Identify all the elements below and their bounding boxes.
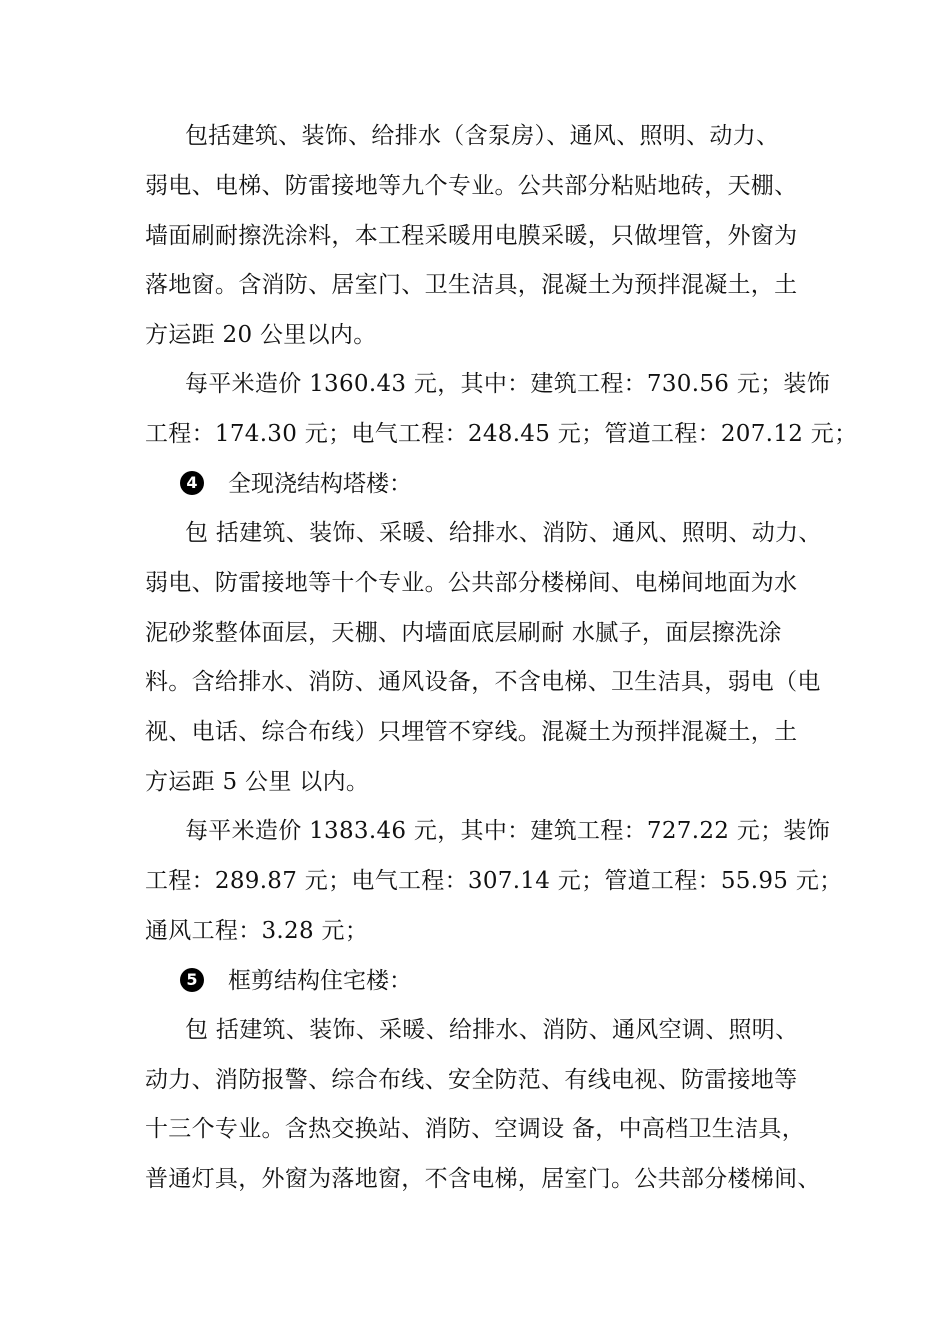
section-heading-4 [180,469,412,499]
price-line: 通风工程：3.28 元； [145,918,369,944]
price-line: 工程：174.30 元；电气工程：248.45 元；管道工程：207.12 元； [145,421,858,447]
paragraph-line: 包括建筑、装饰、给排水（含泵房）、通风、照明、动力、 [185,123,780,149]
circled-number-4-icon: 4 [180,471,204,495]
paragraph-line: 方运距 5 公里 以内。 [145,769,370,795]
paragraph-line: 弱电、电梯、防雷接地等九个专业。公共部分粘贴地砖，天棚、 [145,173,798,199]
section-heading-text: 框剪结构住宅楼： [228,968,412,994]
paragraph-line: 视、电话、综合布线）只埋管不穿线。混凝土为预拌混凝土，土 [145,719,798,745]
section-heading-5 [180,966,412,996]
section-heading-text: 全现浇结构塔楼： [228,471,412,497]
paragraph-line: 泥砂浆整体面层，天棚、内墙面底层刷耐 水腻子，面层擦洗涂 [145,620,782,646]
paragraph-line: 弱电、防雷接地等十个专业。公共部分楼梯间、电梯间地面为水 [145,570,798,596]
price-line: 每平米造价 1360.43 元，其中：建筑工程：730.56 元；装饰 [185,371,831,397]
circled-number-5-icon: 5 [180,968,204,992]
price-line: 每平米造价 1383.46 元，其中：建筑工程：727.22 元；装饰 [185,818,831,844]
price-line: 工程：289.87 元；电气工程：307.14 元；管道工程：55.95 元； [145,868,843,894]
paragraph-line: 方运距 20 公里以内。 [145,322,377,348]
paragraph-line: 普通灯具，外窗为落地窗，不含电梯，居室门。公共部分楼梯间、 [145,1166,821,1192]
paragraph-line: 包 括建筑、装饰、采暖、给排水、消防、通风空调、照明、 [185,1017,799,1043]
paragraph-line: 料。含给排水、消防、通风设备，不含电梯、卫生洁具，弱电（电 [145,669,821,695]
paragraph-line: 十三个专业。含热交换站、消防、空调设 备，中高档卫生洁具， [145,1116,806,1142]
paragraph-line: 落地窗。含消防、居室门、卫生洁具，混凝土为预拌混凝土，土 [145,272,798,298]
paragraph-line: 包 括建筑、装饰、采暖、给排水、消防、通风、照明、动力、 [185,520,822,546]
paragraph-line: 动力、消防报警、综合布线、安全防范、有线电视、防雷接地等 [145,1067,798,1093]
paragraph-line: 墙面刷耐擦洗涂料，本工程采暖用电膜采暖，只做埋管，外窗为 [145,223,798,249]
